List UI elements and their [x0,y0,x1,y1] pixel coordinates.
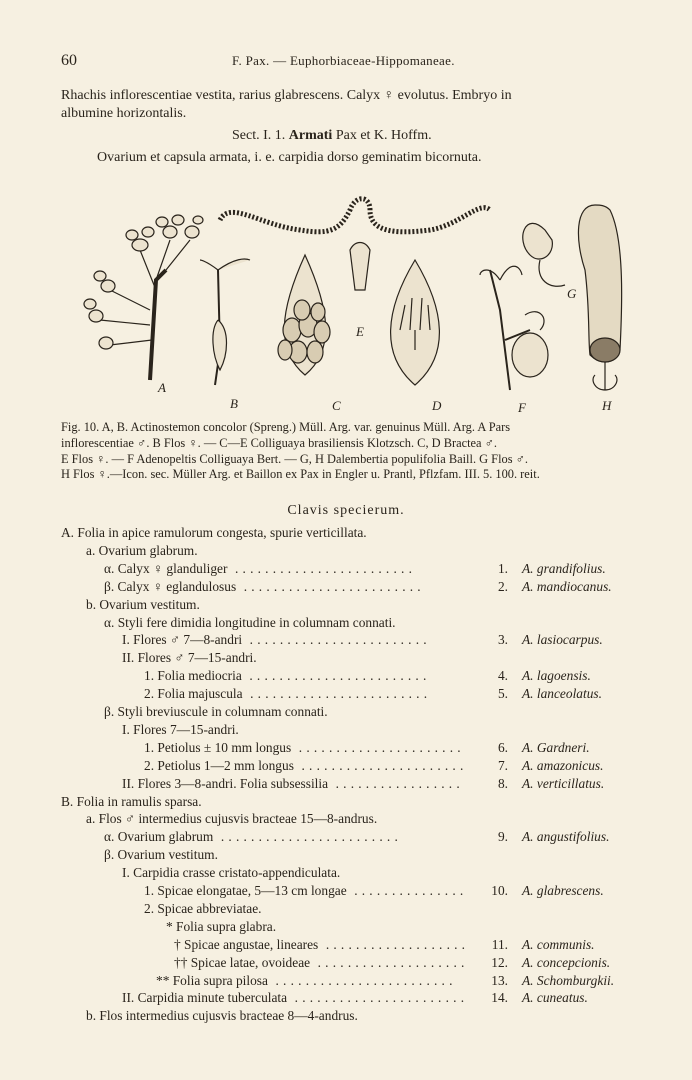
leader-dots: ........................ [267,972,457,988]
species-name: A. lasiocarpus. [522,632,603,648]
species-number: 4. [497,668,508,684]
figure-g-flower [523,223,565,286]
clavis-row-text: α. Ovarium glabrum ........................ [104,829,402,845]
clavis-row-text: * Folia supra glabra. [166,918,277,934]
species-name: A. amazonicus. [522,757,604,773]
figure-label-f: F [518,400,526,415]
species-number: 9. [497,829,508,845]
clavis-row-text: b. Flos intermedius cujusvis bracteae 8—4-andrus. [86,1008,358,1024]
section-authors: Pax et K. Hoffm. [332,128,432,143]
clavis-row-text: 1. Spicae elongatae, 5—13 cm longae ............... [144,883,468,898]
species-number: 5. [497,686,508,702]
clavis-row-text: II. Flores 3—8-andri. Folia subsessilia ................. [122,775,464,791]
figure-label-d: D [432,398,442,413]
section-heading [232,128,432,144]
intro-line-1: Rhachis inflorescentiae vestita, rarius glabrescens. Calyx ♀ evolutus. Embryo in [61,88,512,103]
clavis-title: Clavis specierum. [287,503,405,518]
species-number: 12. [491,954,508,970]
species-name: A. concepcionis. [522,954,611,970]
figure-label-e: E [356,324,364,339]
species-name: A. communis. [522,936,595,952]
species-name: A. Schomburgkii. [522,972,615,988]
species-name: A. lanceolatus. [522,686,602,702]
figure-d-bract [391,260,440,385]
figure-e-spike [220,199,490,290]
leader-dots: ...................... [293,757,468,773]
clavis-row-text: † Spicae angustae, lineares ................... [174,936,470,952]
leader-dots: ...................... [291,739,465,755]
figure-h-flower [578,205,621,390]
figure-c-bract [278,255,330,375]
section-name: Armati [288,128,333,143]
caption-line-4: H Flos ♀.—Icon. sec. Müller Arg. et Baillon ex Pax in Engler u. Prantl, Pflzfam. III. 5. 100. reit. [61,467,540,482]
running-title: F. Pax. — Euphorbiaceae-Hippomaneae. [232,53,455,68]
leader-dots: ........................ [227,560,417,576]
clavis-row-text: I. Flores 7—15-andri. [122,721,239,737]
caption-line-3: E Flos ♀. — F Adenopeltis Colliguaya Bert. — G, H Dalembertia populifolia Baill. G Flos ♂. [61,451,529,466]
species-number: 6. [497,739,508,755]
leader-dots: ....................... [287,990,469,1006]
leader-dots: ............... [346,883,468,898]
leader-dots: ................. [328,775,464,791]
figure-label-g: G [567,286,577,301]
clavis-row-text: α. Styli fere dimidia longitudine in columnam connati. [104,614,396,630]
species-name: A. glabrescens. [522,883,604,898]
species-number: 2. [497,578,508,594]
species-name: A. cuneatus. [522,990,588,1006]
clavis-row-text: 2. Petiolus 1—2 mm longus ...................... [144,757,468,773]
species-number: 11. [491,936,508,952]
botanical-plate [70,180,640,420]
leader-dots: ........................ [236,578,425,594]
clavis-row-text: II. Flores ♂ 7—15-andri. [122,650,257,666]
figure-a-inflorescence [84,215,203,380]
clavis-row-text: I. Carpidia crasse cristato-appendiculata. [122,865,341,881]
clavis-row-text: b. Ovarium vestitum. [86,596,200,612]
leader-dots: ................... [318,936,470,952]
clavis-row-text: II. Carpidia minute tuberculata ....................... [122,990,469,1006]
page-number: 60 [61,52,77,69]
species-number: 8. [497,775,508,791]
clavis-row-text: †† Spicae latae, ovoideae .................... [174,954,469,970]
figure-label-a: A [158,380,166,395]
clavis-row-text: 2. Folia majuscula ........................ [144,686,432,702]
clavis-row-text: I. Flores ♂ 7—8-andri ........................ [122,632,431,648]
species-number: 13. [491,972,508,988]
species-name: A. mandiocanus. [522,578,612,594]
leader-dots: ........................ [213,829,402,845]
figure-f-flower [480,266,548,390]
clavis-row-text: β. Calyx ♀ eglandulosus ........................ [104,578,425,594]
species-number: 3. [497,632,508,648]
clavis-row-text: β. Styli breviuscule in columnam connati. [104,704,328,719]
section-description: Ovarium et capsula armata, i. e. carpidia dorso geminatim bicornuta. [97,150,482,165]
section-prefix: Sect. I. 1. [232,128,289,143]
leader-dots: .................... [310,954,469,970]
caption-line-1: Fig. 10. A, B. Actinostemon concolor (Spreng.) Müll. Arg. var. genuinus Müll. Arg. A Pars [61,420,511,434]
figure-b-flower [200,259,250,385]
species-name: A. verticillatus. [522,775,605,791]
species-number: 7. [497,757,508,773]
clavis-row-text: A. Folia in apice ramulorum congesta, spurie verticillata. [61,525,367,540]
clavis-row-text: B. Folia in ramulis sparsa. [61,793,202,809]
species-number: 1. [497,560,508,576]
clavis-row-text: β. Ovarium vestitum. [104,847,218,863]
figure-label-c: C [332,398,341,413]
leader-dots: ........................ [241,668,431,684]
species-number: 14. [491,990,508,1006]
leader-dots: ........................ [242,686,432,702]
figure-label-h: H [602,398,612,413]
species-name: A. Gardneri. [522,739,590,755]
clavis-row-text: a. Flos ♂ intermedius cujusvis bracteae 15—8-andrus. [86,811,378,827]
species-name: A. grandifolius. [522,560,606,576]
clavis-row-text: 2. Spicae abbreviatae. [144,900,262,916]
clavis-row-text: ** Folia supra pilosa ........................ [156,972,457,988]
clavis-row-text: a. Ovarium glabrum. [86,542,198,558]
intro-line-2: albumine horizontalis. [61,106,187,121]
clavis-row-text: α. Calyx ♀ glanduliger ........................ [104,560,417,576]
species-name: A. angustifolius. [522,829,610,845]
figure-caption [61,420,649,483]
leader-dots: ........................ [242,632,431,648]
species-name: A. lagoensis. [522,668,591,684]
figure-label-b: B [230,396,238,411]
caption-line-2: inflorescentiae ♂. B Flos ♀. — C—E Colliguaya brasiliensis Klotzsch. C, D Bractea ♂. [61,435,498,450]
clavis-row-text: 1. Petiolus ± 10 mm longus ...................... [144,739,465,755]
species-number: 10. [491,883,508,898]
clavis-row-text: 1. Folia mediocria ........................ [144,668,431,684]
